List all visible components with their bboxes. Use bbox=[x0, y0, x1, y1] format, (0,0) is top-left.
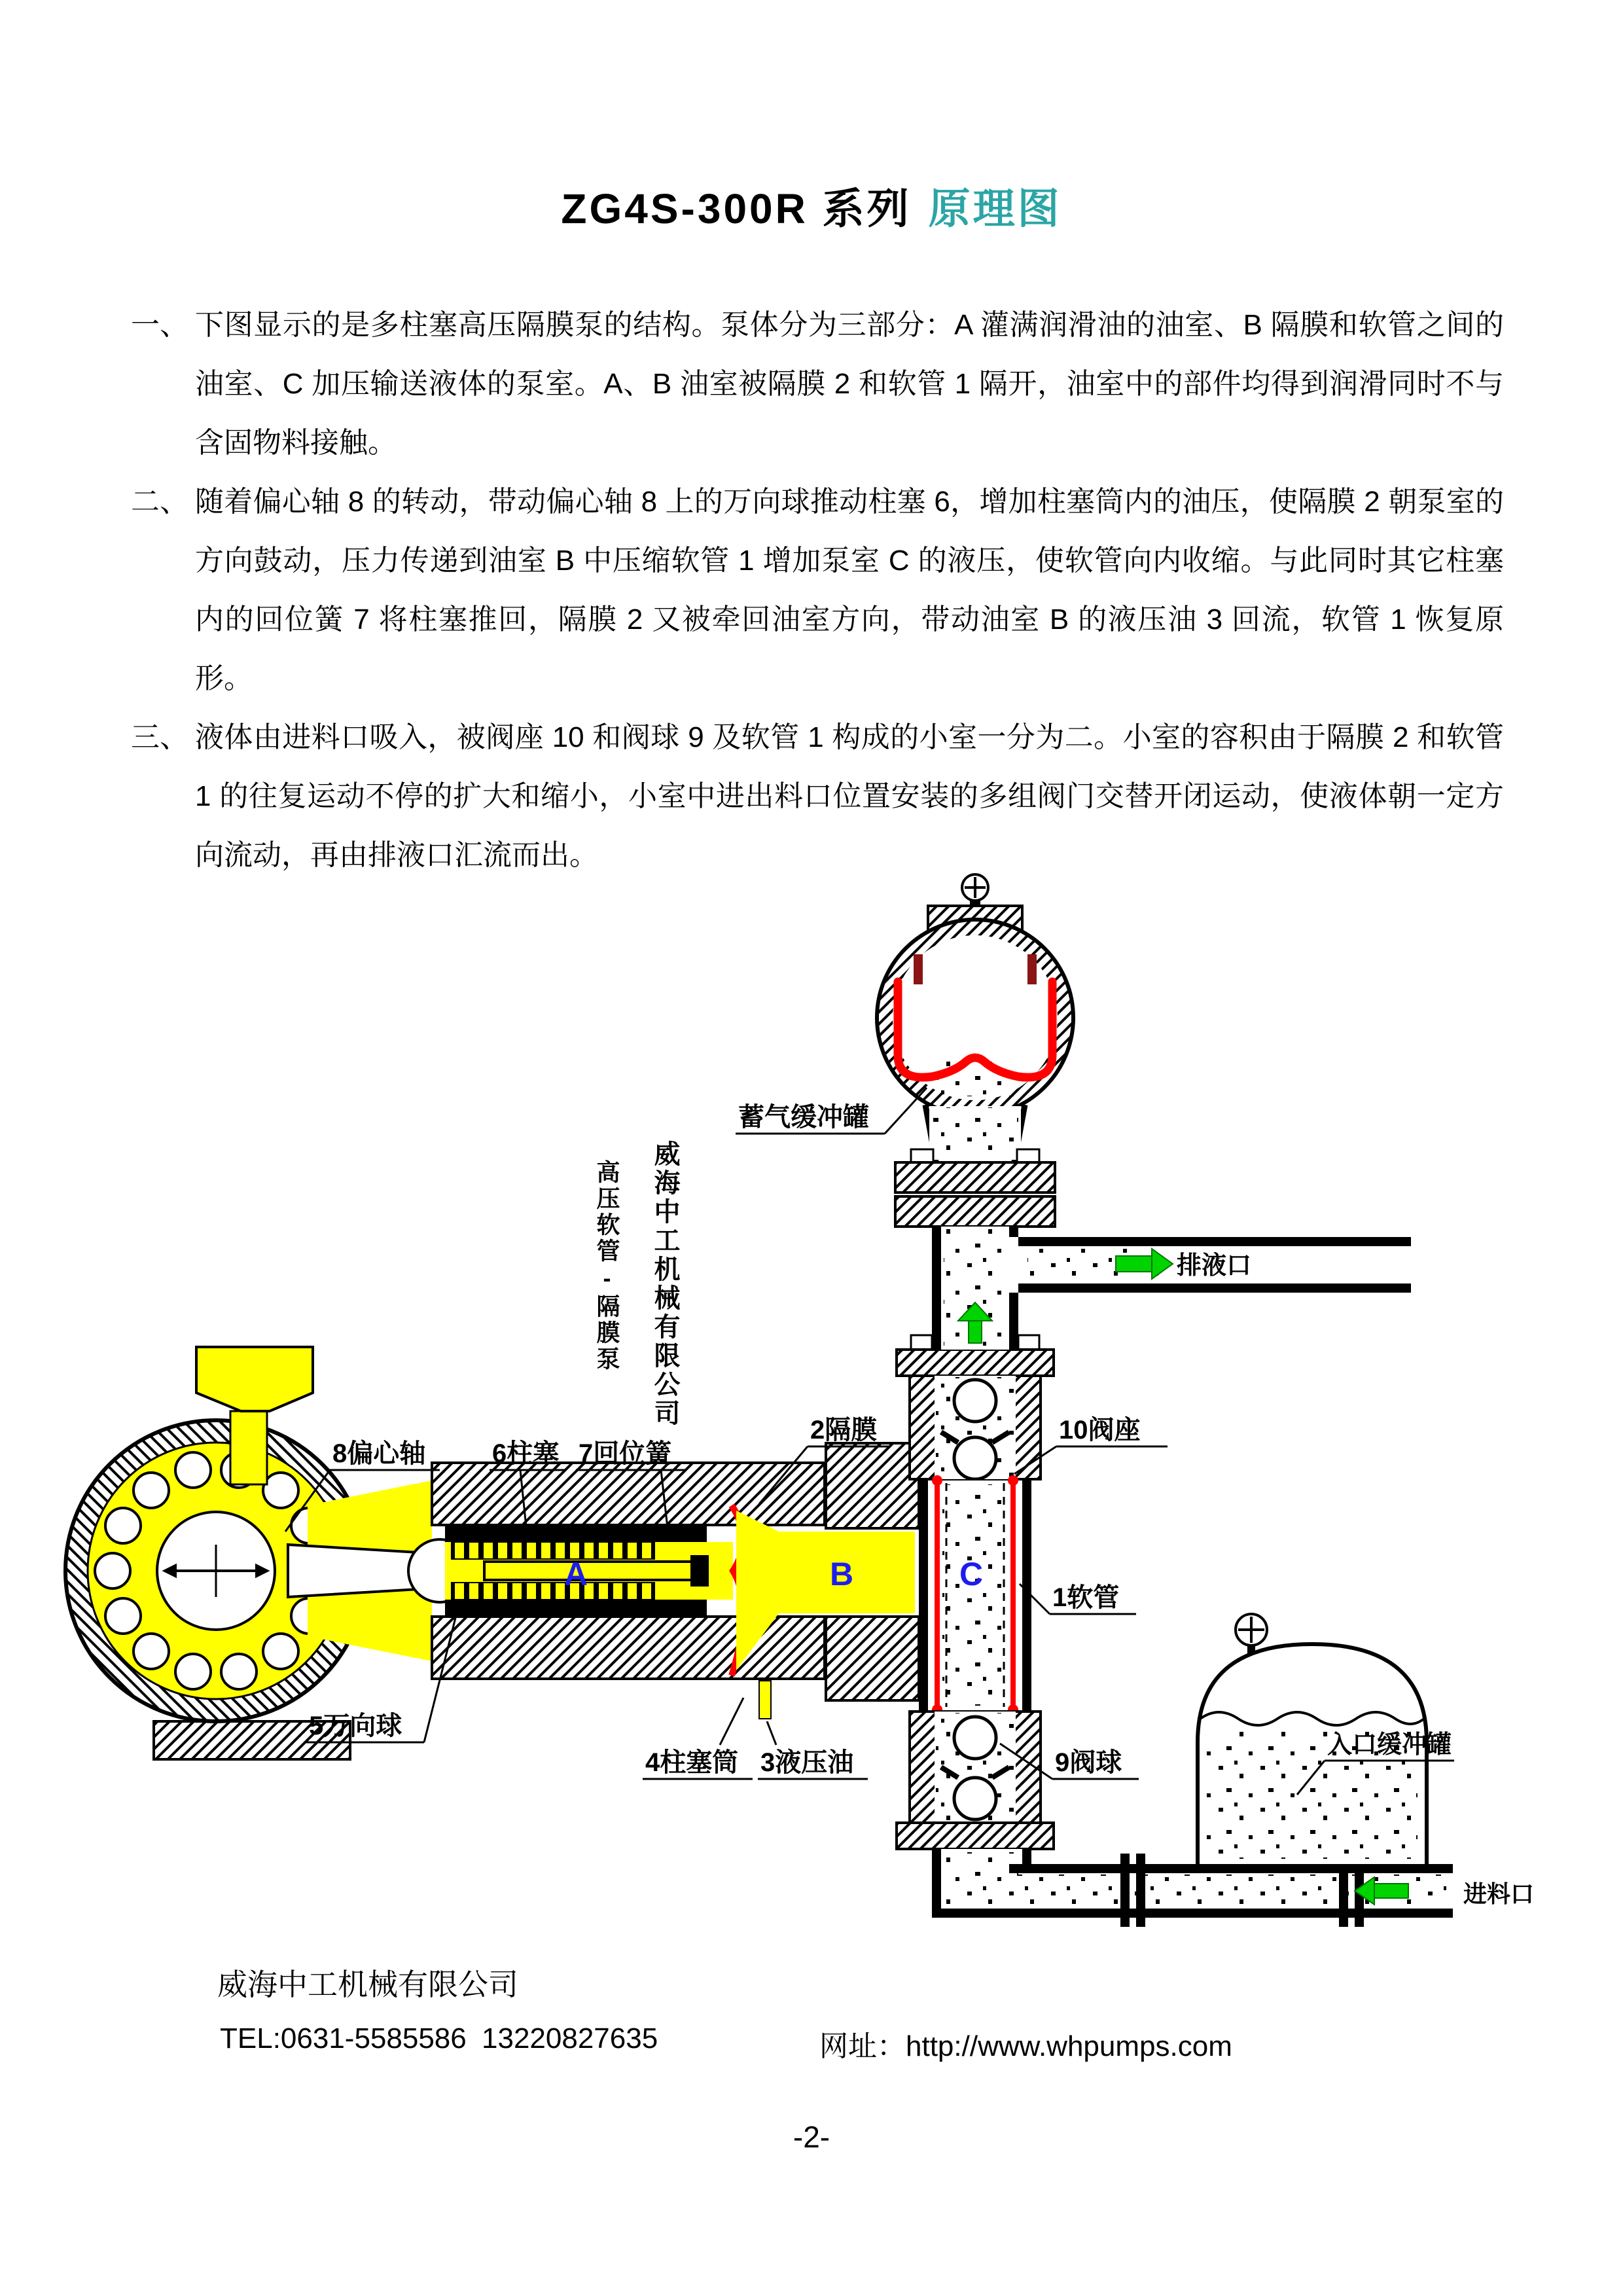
label-part-6: 6柱塞 bbox=[492, 1439, 560, 1468]
valve-ball-bottom-2 bbox=[954, 1778, 996, 1820]
accumulator-flange-upper bbox=[895, 1162, 1055, 1193]
accumulator-flange-lower bbox=[895, 1196, 1055, 1227]
label-part-5: 5万向球 bbox=[309, 1712, 402, 1740]
label-inlet-tank: 入口缓冲罐 bbox=[1327, 1731, 1452, 1759]
footer-mobile: 13220827635 bbox=[482, 2022, 658, 2054]
paragraph-1-marker: 一、 bbox=[131, 309, 188, 341]
connecting-rod bbox=[288, 1545, 419, 1597]
label-part-2: 2隔膜 bbox=[810, 1416, 878, 1444]
label-chamber-c: C bbox=[959, 1556, 984, 1592]
label-part-4: 4柱塞筒 bbox=[645, 1748, 739, 1777]
pump-head-flange-top bbox=[826, 1443, 919, 1528]
valve-ball-top-2 bbox=[954, 1437, 996, 1479]
label-chamber-b: B bbox=[830, 1556, 854, 1592]
valve-ball-bottom-1 bbox=[954, 1717, 996, 1759]
label-part-3: 3液压油 bbox=[760, 1748, 854, 1777]
label-part-7: 7回位簧 bbox=[579, 1439, 672, 1468]
paragraph-3-marker: 三、 bbox=[131, 721, 188, 753]
label-part-10: 10阀座 bbox=[1059, 1416, 1141, 1444]
label-chamber-a: A bbox=[564, 1556, 588, 1592]
valve-ball-top-1 bbox=[954, 1380, 996, 1422]
hose-wall-right bbox=[1010, 1480, 1016, 1710]
tank-valve-handle-icon bbox=[1236, 1614, 1267, 1653]
page-number: -2- bbox=[793, 2120, 830, 2154]
footer-company: 威海中工机械有限公司 bbox=[217, 1967, 518, 2001]
title-main: ZG4S-300R 系列 bbox=[561, 185, 912, 232]
label-part-8: 8偏心轴 bbox=[332, 1439, 426, 1468]
watermark-company-vertical: 威海中工机械有限公司 bbox=[651, 1140, 679, 1428]
label-inlet-port: 进料口 bbox=[1463, 1880, 1535, 1907]
plunger bbox=[484, 1562, 700, 1580]
paragraph-2-marker: 二、 bbox=[131, 486, 188, 518]
paragraph-3-text: 液体由进料口吸入，被阀座 10 和阀球 9 及软管 1 构成的小室一分为二。小室的容积由于隔膜 2 和软管 1 的往复运动不停的扩大和缩小，小室中进出料口位置安装的多组阀门交替开闭运动，使液体朝一定方向流动，再由排液口汇流而出。 bbox=[195, 721, 1504, 871]
air-valve-icon bbox=[962, 874, 988, 906]
hydraulic-oil-passage bbox=[759, 1681, 771, 1719]
cylinder-housing-top bbox=[432, 1463, 825, 1525]
pump-head-flange-bottom bbox=[826, 1617, 919, 1700]
label-part-1: 1软管 bbox=[1052, 1583, 1120, 1612]
label-accumulator: 蓄气缓冲罐 bbox=[738, 1103, 869, 1132]
label-discharge-port: 排液口 bbox=[1177, 1252, 1252, 1280]
return-spring-top bbox=[452, 1542, 654, 1559]
hose-wall-left bbox=[935, 1480, 940, 1710]
watermark-product-vertical: 高压软管-隔膜泵 bbox=[594, 1160, 620, 1372]
footer-website: 网址：http://www.whpumps.com bbox=[819, 2030, 1232, 2062]
paragraph-2-text: 随着偏心轴 8 的转动，带动偏心轴 8 上的万向球推动柱塞 6，增加柱塞筒内的油压，使隔膜 2 朝泵室的方向鼓动，压力传递到油室 B 中压缩软管 1 增加泵室 C 的液压，使软管向内收缩。与此同时其它柱塞内的回位簧 7 将柱塞推回，隔膜 2 又被牵回油室方向，带动油室 B 的液压油 3 回流，软管 1 恢复原形。 bbox=[195, 486, 1504, 694]
paragraph-1-text: 下图显示的是多柱塞高压隔膜泵的结构。泵体分为三部分：A 灌满润滑油的油室、B 隔膜和软管之间的油室、C 加压输送液体的泵室。A、B 油室被隔膜 2 和软管 1 隔开，油室中的部件均得到润滑同时不与含固物料接触。 bbox=[195, 309, 1504, 459]
title-highlight: 原理图 bbox=[928, 185, 1062, 232]
label-part-9: 9阀球 bbox=[1055, 1748, 1122, 1777]
return-spring-bottom bbox=[452, 1583, 654, 1600]
footer-tel: TEL:0631-5585586 bbox=[220, 2022, 467, 2054]
drive-end-assembly bbox=[65, 1347, 471, 1759]
